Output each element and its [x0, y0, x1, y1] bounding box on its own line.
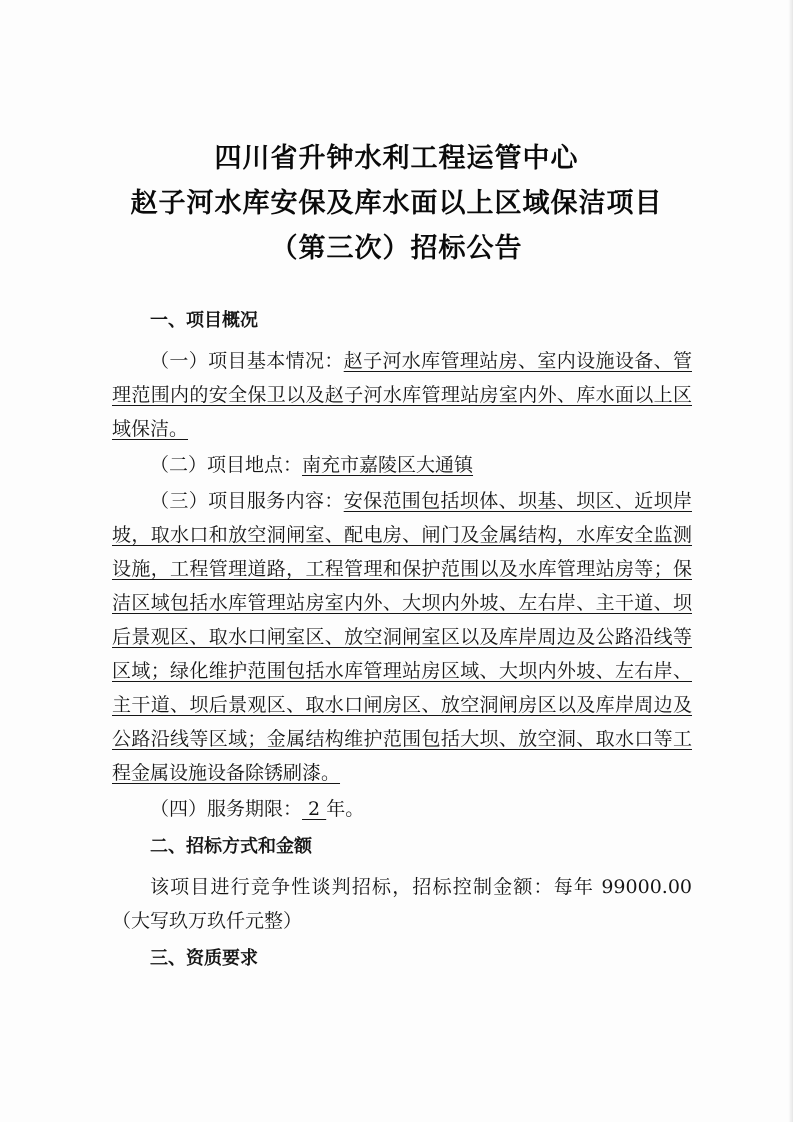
- service-period-suffix: 年。: [326, 798, 365, 820]
- title-line-1: 四川省升钟水利工程运管中心: [214, 143, 579, 174]
- project-service-content: [112, 484, 692, 790]
- service-period-label: （四）服务期限：: [150, 798, 303, 820]
- project-basic-info-value: 赵子河水库管理站房、室内设施设备、管理范围内的安全保卫以及赵子河水库管理站房室内外、库水面以上区域保洁。: [112, 350, 692, 440]
- project-basic-info: [112, 344, 692, 446]
- title-line-3: （第三次）招标公告: [270, 233, 523, 264]
- service-period: [112, 792, 692, 826]
- tender-method-text: 该项目进行竞争性谈判招标，招标控制金额：每年 99000.00（大写玖万玖仟元整）: [112, 876, 692, 932]
- project-service-content-label: （三）项目服务内容：: [150, 490, 344, 512]
- section-1-heading: 一、项目概况: [150, 310, 258, 331]
- project-location: [112, 448, 692, 482]
- section-2-heading: 二、招标方式和金额: [150, 836, 312, 857]
- document-title: [0, 136, 793, 271]
- project-location-value: 南充市嘉陵区大通镇: [302, 454, 474, 476]
- project-location-label: （二）项目地点：: [150, 454, 303, 476]
- project-basic-info-label: （一）项目基本情况：: [150, 350, 344, 372]
- project-service-content-value: 安保范围包括坝体、坝基、坝区、近坝岸坡，取水口和放空洞闸室、配电房、闸门及金属结构，水库安全监测设施，工程管理道路，工程管理和保护范围以及水库管理站房等；保洁区域包括水库管理站房室内外、大坝内外坡、左右岸、主干道、坝后景观区、取水口闸室区、放空洞闸室区以及库岸周边及公路沿线等区域；绿化维护范围包括水库管理站房区域、大坝内外坡、左右岸、主干道、坝后景观区、取水口闸房区、放空洞闸房区以及库岸周边及公路沿线等区域；金属结构维护范围包括大坝、放空洞、取水口等工程金属设施设备除锈刷漆。: [112, 490, 692, 784]
- scan-edge-shadow: [788, 0, 793, 1122]
- document-body: [112, 300, 692, 982]
- title-line-2: 赵子河水库安保及库水面以上区域保洁项目: [130, 188, 663, 219]
- service-period-value: 2: [302, 798, 327, 820]
- section-3-heading: 三、资质要求: [150, 948, 258, 969]
